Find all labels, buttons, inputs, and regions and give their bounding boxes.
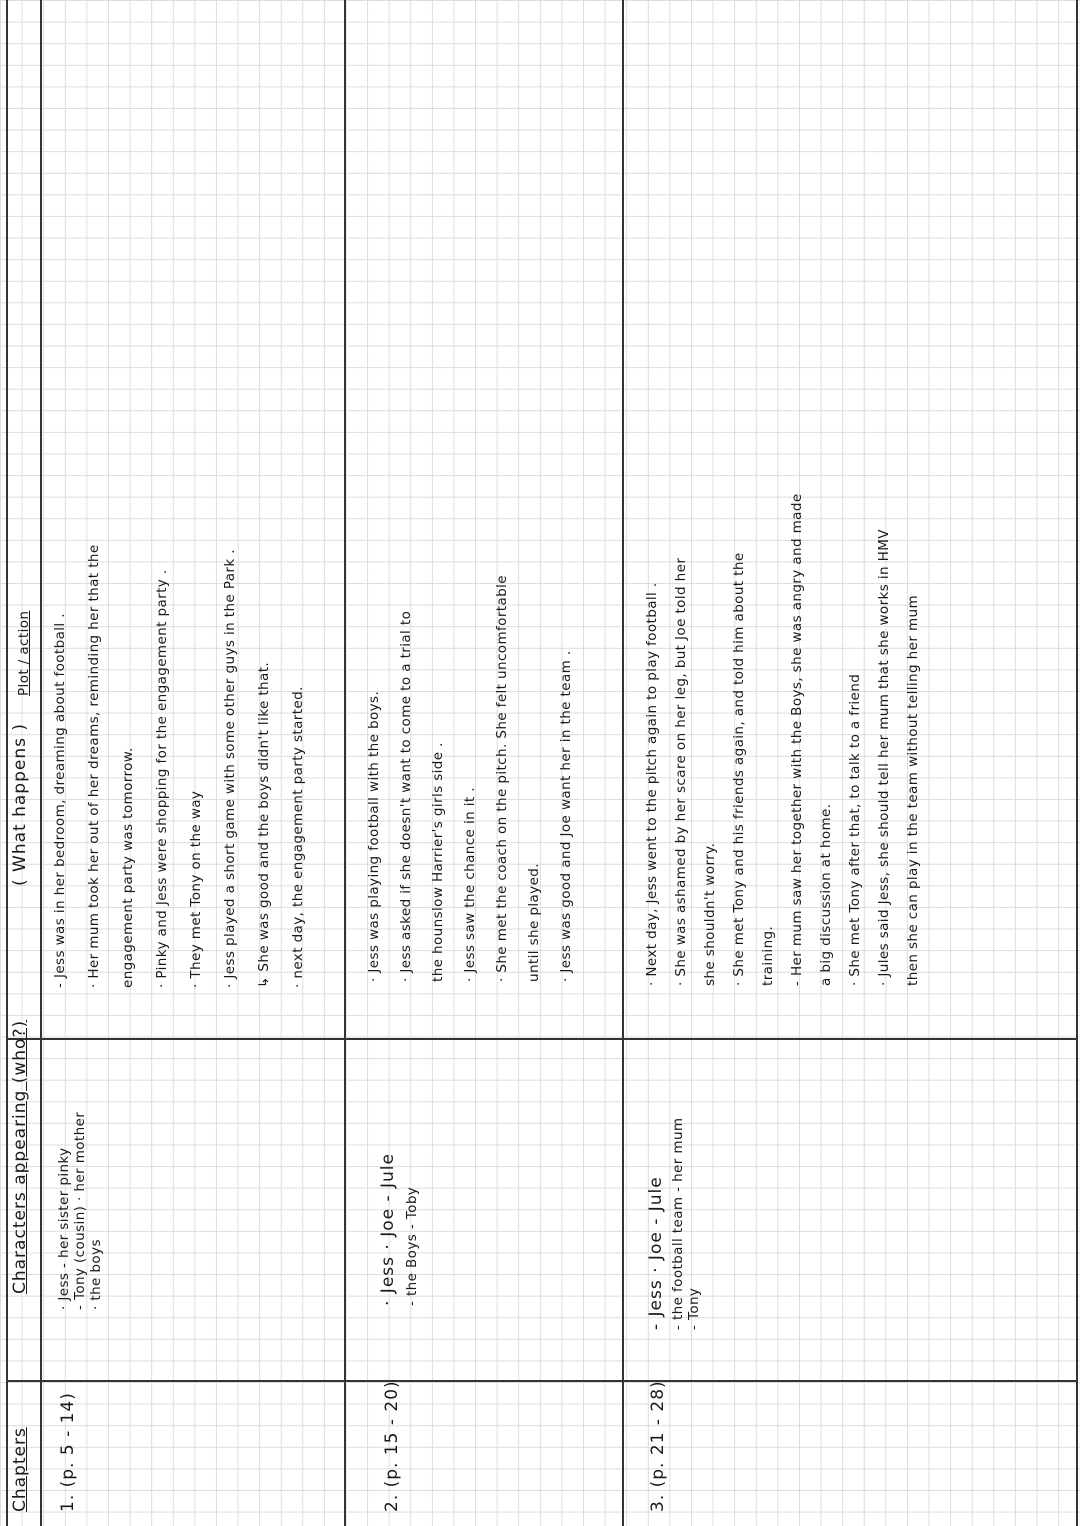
chapter-2-characters [380,1153,420,1306]
event-line: · She met Tony after that, to talk to a friend [847,673,863,986]
event-line: · Jules said Jess, she should tell her mum that she works in HMV [876,529,892,986]
character-line: - Tony [686,1287,702,1330]
event-line: · Jess was playing football with the boys. [366,690,382,982]
event-line: · Jess was good and Joe want her in the team . [558,650,574,982]
event-line: · She was ashamed by her scare on her leg, but Joe told her [673,557,689,986]
event-line: · She met the coach on the pitch. She felt uncomfortable [494,575,510,982]
event-line: the hounslow Harrier's girls side . [430,742,446,982]
event-line: · next day, the engagement party started. [290,686,306,988]
event-line: ↳ She was good and the boys didn't like that. [256,661,272,988]
event-line: then she can play in the team without telling her mum [905,594,921,986]
header-characters: Characters appearing (who?) [10,1019,30,1294]
event-line: a big discussion at home. [818,803,834,986]
header-what-happens: ( What happens ) [10,722,30,886]
character-line: · the boys [88,1239,104,1310]
character-line: · Jess - her sister pinky [56,1147,72,1310]
event-line: · Her mum took her out of her dreams, reminding her that the [86,544,102,988]
event-line: · Jess saw the chance in it . [462,787,478,982]
event-line: · She met Tony and his friends again, and told him about the [731,552,747,986]
event-line: training. [760,925,776,986]
chapter-2-events [366,575,590,982]
event-line: · Pinky and Jess were shopping for the engagement party . [154,569,170,988]
chapter-3-characters [648,1118,702,1330]
event-line: until she played. [526,863,542,982]
event-line: - Her mum saw her together with the Boys, she was angry and made [789,493,805,986]
character-line: · Jess · Joe - Jule [378,1153,398,1306]
character-line: - Tony (cousin) · her mother [72,1111,88,1310]
event-line: engagement party was tomorrow. [120,747,136,988]
chapter-1-label: 1. (p. 5 - 14) [58,1392,78,1512]
chapter-1-characters [56,1112,104,1310]
chapter-3-events [644,493,934,986]
character-line: - Jess · Joe - Jule [646,1176,666,1330]
event-line: she shouldn't worry. [702,842,718,986]
character-line: - the Boys - Toby [404,1186,420,1306]
header-chapters: Chapters [10,1427,30,1512]
chapter-2-label: 2. (p. 15 - 20) [382,1380,402,1512]
header-plot-action: Plot / action [16,610,32,696]
chapter-3-label: 3. (p. 21 - 28) [648,1380,668,1512]
event-line: · They met Tony on the way [188,790,204,988]
character-line: - the football team - her mum [670,1117,686,1330]
event-line: · Jess asked if she doesn't want to come to a trial to [398,610,414,982]
chapter-1-events [52,544,324,988]
event-line: - Jess was in her bedroom, dreaming about football . [52,613,68,988]
event-line: · Jess played a short game with some other guys in the Park . [222,549,238,988]
event-line: · Next day, Jess went to the pitch again to play football . [644,582,660,986]
